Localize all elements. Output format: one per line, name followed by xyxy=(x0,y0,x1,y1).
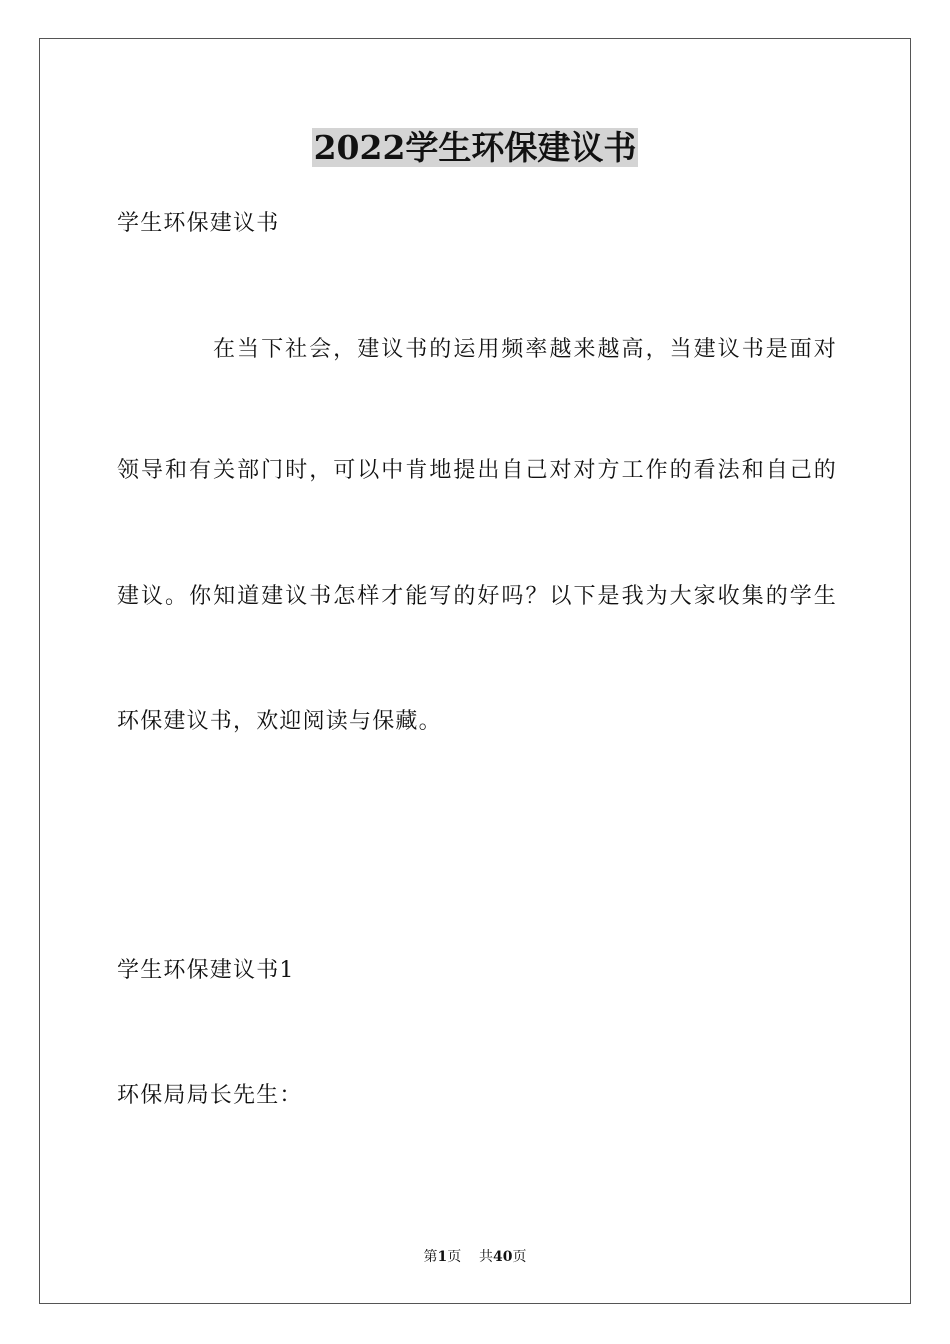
intro-line-3: 建议。你知道建议书怎样才能写的好吗？以下是我为大家收集的学生 xyxy=(117,584,837,609)
total-pages: 40 xyxy=(493,1249,513,1265)
salutation: 环保局局长先生： xyxy=(117,1083,303,1108)
section-heading: 学生环保建议书1 xyxy=(117,958,295,983)
page-footer xyxy=(0,1248,950,1266)
document-title-text: 2022学生环保建议书 xyxy=(313,128,637,167)
total-suffix: 页 xyxy=(512,1249,527,1265)
page-suffix: 页 xyxy=(447,1249,462,1265)
total-prefix: 共 xyxy=(479,1249,494,1265)
document-title xyxy=(0,128,950,168)
page-prefix: 第 xyxy=(423,1249,438,1265)
intro-line-1: 在当下社会，建议书的运用频率越来越高，当建议书是面对 xyxy=(213,337,837,362)
intro-line-2: 领导和有关部门时，可以中肯地提出自己对对方工作的看法和自己的 xyxy=(117,458,837,483)
document-subtitle: 学生环保建议书 xyxy=(117,211,280,236)
intro-line-4: 环保建议书，欢迎阅读与保藏。 xyxy=(117,709,442,734)
page-number: 1 xyxy=(437,1249,448,1265)
